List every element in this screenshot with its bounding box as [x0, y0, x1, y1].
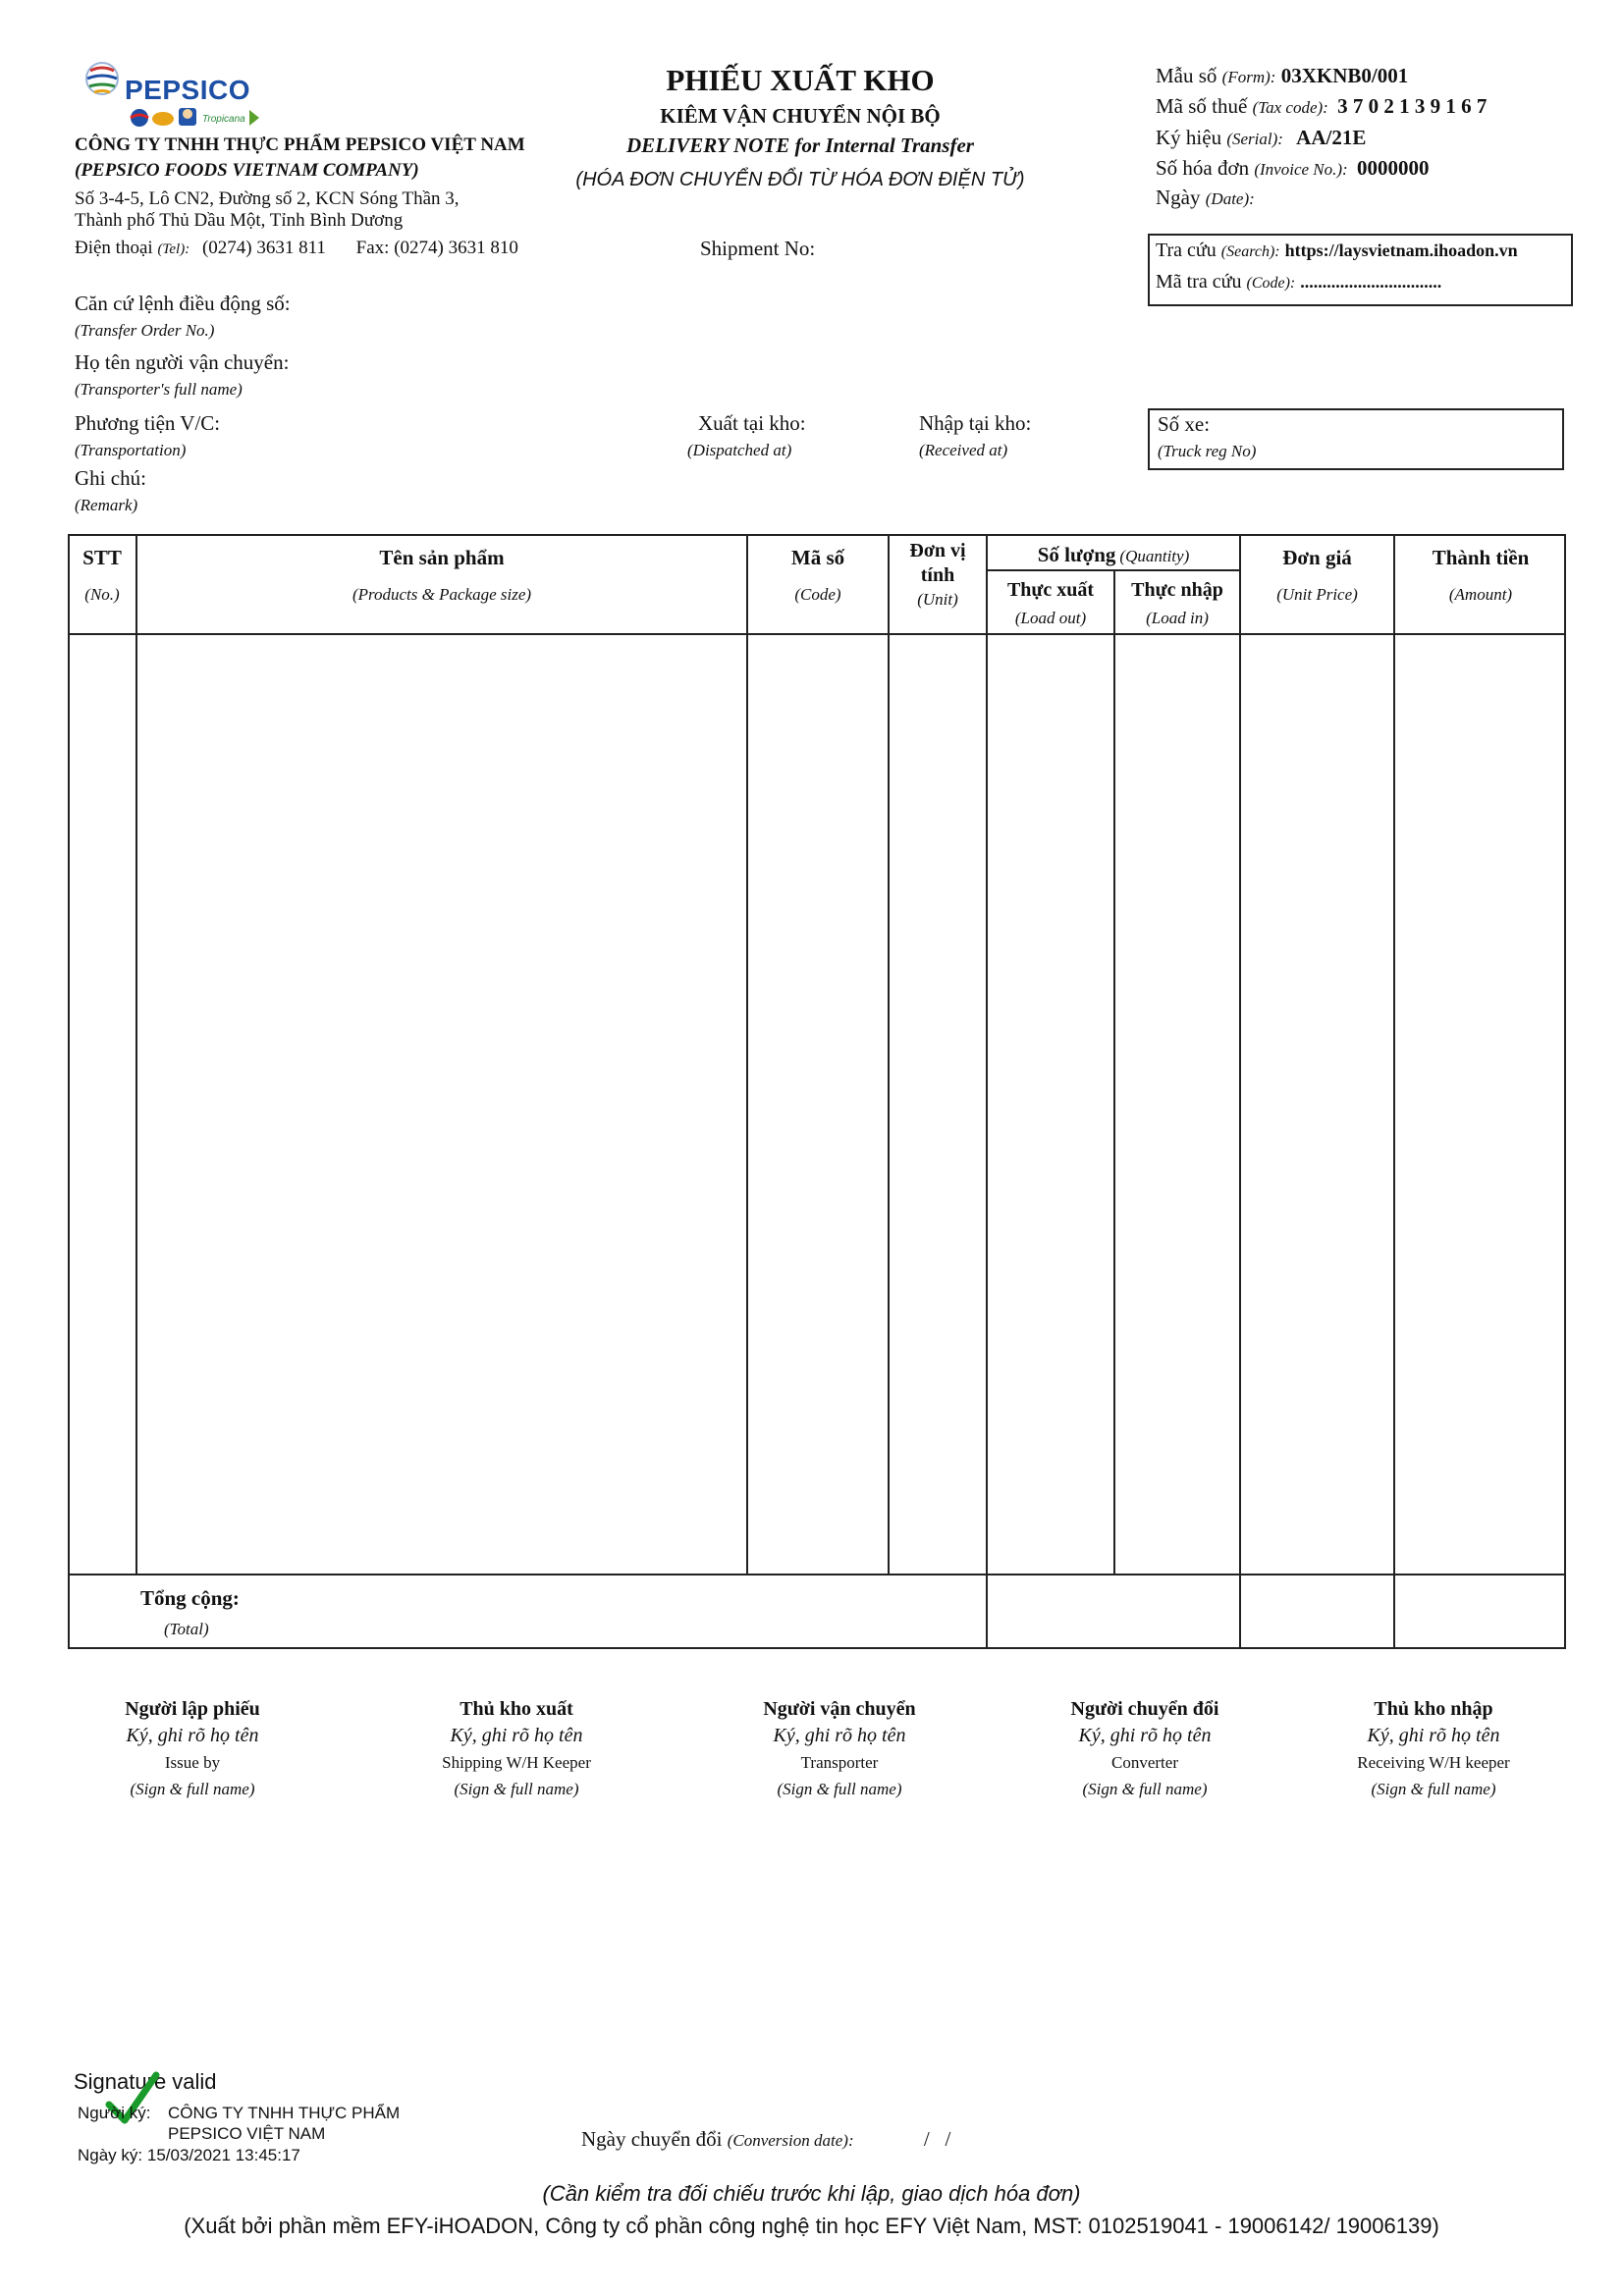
conversion-date-value: / / — [923, 2127, 951, 2151]
order-label-en: (Transfer Order No.) — [75, 321, 215, 340]
serial-label-en: (Serial): — [1226, 130, 1283, 148]
total-label: Tổng cộng: — [140, 1586, 240, 1610]
signature-transporter — [692, 1696, 987, 1802]
transporter-label-en: (Transporter's full name) — [75, 380, 243, 399]
transporter-label: Họ tên người vận chuyển: — [75, 350, 290, 374]
signature-receiving-keeper — [1286, 1696, 1581, 1802]
signature-converter — [998, 1696, 1292, 1802]
invoice-value: 0000000 — [1356, 156, 1430, 180]
signing-date-value: 15/03/2021 13:45:17 — [146, 2146, 300, 2164]
col-unit-2: tính — [920, 564, 955, 586]
sig-role-en: Shipping W/H Keeper — [442, 1753, 591, 1772]
truck-box — [1148, 408, 1564, 470]
signature-shipping-keeper — [369, 1696, 664, 1802]
col-line-5 — [1113, 570, 1115, 1575]
globe-icon — [86, 63, 118, 94]
sig-sign-en: (Sign & full name) — [777, 1780, 902, 1798]
col-unit-price: Đơn giá — [1282, 546, 1352, 569]
code-label: Mã tra cứu — [1156, 271, 1242, 293]
shipment-label: Shipment No: — [700, 237, 816, 260]
remark-label: Ghi chú: — [75, 466, 146, 490]
sig-sign-en: (Sign & full name) — [454, 1780, 579, 1798]
serial-value: AA/21E — [1296, 126, 1367, 149]
form-value: 03XKNB0/001 — [1280, 64, 1409, 87]
sig-sign-vi: Ký, ghi rõ họ tên — [1078, 1725, 1212, 1746]
document-subtitle-en: DELIVERY NOTE for Internal Transfer — [626, 133, 974, 157]
truck-label: Số xe: — [1158, 412, 1211, 436]
sig-role-en: Issue by — [164, 1753, 221, 1772]
invoice-label-en: (Invoice No.): — [1254, 160, 1348, 179]
table-border — [68, 534, 1566, 1649]
col-unit-1: Đơn vị — [909, 540, 966, 561]
col-code: Mã số — [790, 546, 845, 569]
col-load-out-en: (Load out) — [1014, 609, 1087, 627]
invoice-label: Số hóa đơn — [1156, 156, 1250, 180]
company-name-en: (PEPSICO FOODS VIETNAM COMPANY) — [75, 160, 419, 181]
total-label-en: (Total) — [164, 1620, 209, 1638]
signer-line-1: CÔNG TY TNHH THỰC PHẨM — [168, 2104, 401, 2122]
tax-label: Mã số thuế — [1156, 94, 1248, 118]
phone-label-en: (Tel): — [157, 241, 190, 257]
footer-software: (Xuất bởi phần mềm EFY-iHOADON, Công ty cổ phần công nghệ tin học EFY Việt Nam, MST: 0102519041 - 19006142/ 19006139) — [184, 2214, 1439, 2238]
order-label: Căn cứ lệnh điều động số: — [75, 292, 291, 315]
svg-text:Tropicana: Tropicana — [202, 114, 245, 125]
sig-role-en: Receiving W/H keeper — [1357, 1753, 1510, 1772]
conversion-date-label: Ngày chuyển đổi — [581, 2127, 723, 2151]
sig-role: Người vận chuyển — [763, 1698, 916, 1720]
company-phone-row — [75, 238, 518, 259]
company-name-vi: CÔNG TY TNHH THỰC PHẨM PEPSICO VIỆT NAM — [75, 134, 525, 155]
lookup-box — [1148, 234, 1573, 306]
form-row — [1156, 64, 1408, 88]
received-label-en: (Received at) — [919, 441, 1008, 459]
signature-issuer — [45, 1696, 340, 1802]
conversion-date-label-en: (Conversion date): — [727, 2131, 854, 2150]
search-label-en: (Search): — [1220, 243, 1280, 260]
sig-sign-en: (Sign & full name) — [1082, 1780, 1208, 1798]
col-line-7 — [1393, 534, 1395, 1649]
company-address-1: Số 3-4-5, Lô CN2, Đường số 2, KCN Sóng Thần 3, — [75, 188, 460, 209]
sig-role: Người lập phiếu — [125, 1698, 260, 1720]
signing-date-label: Ngày ký: — [78, 2146, 143, 2164]
sig-role: Thủ kho nhập — [1374, 1698, 1493, 1720]
logo-wordmark: PEPSICO — [125, 75, 250, 105]
col-quantity — [988, 543, 1239, 567]
search-url[interactable]: https://laysvietnam.ihoadon.vn — [1284, 240, 1518, 260]
phone-label: Điện thoại — [75, 238, 153, 258]
serial-row — [1156, 126, 1366, 150]
remark-label-en: (Remark) — [75, 496, 138, 514]
code-label-en: (Code): — [1246, 275, 1296, 292]
form-label: Mẫu số — [1156, 64, 1217, 87]
phone-value: (0274) 3631 811 — [201, 238, 326, 258]
date-label-en: (Date): — [1205, 189, 1255, 208]
dispatched-label-en: (Dispatched at) — [687, 441, 792, 459]
received-label: Nhập tại kho: — [919, 411, 1032, 435]
code-value: ................................ — [1300, 272, 1442, 292]
col-line-3 — [888, 534, 890, 1575]
sig-sign-vi: Ký, ghi rõ họ tên — [450, 1725, 583, 1746]
invoice-row — [1156, 156, 1429, 181]
col-product: Tên sản phẩm — [379, 546, 505, 569]
tax-label-en: (Tax code): — [1252, 98, 1328, 117]
total-top-line — [68, 1574, 1566, 1575]
conversion-date — [581, 2127, 950, 2152]
sig-sign-vi: Ký, ghi rõ họ tên — [126, 1725, 259, 1746]
col-line-6 — [1239, 534, 1241, 1649]
col-amount: Thành tiền — [1432, 546, 1530, 569]
conversion-subtitle: (HÓA ĐƠN CHUYỂN ĐỔI TỪ HÓA ĐƠN ĐIỆN TỬ) — [575, 169, 1025, 190]
col-line-2 — [746, 534, 748, 1575]
col-code-en: (Code) — [794, 585, 841, 604]
col-load-out: Thực xuất — [1006, 579, 1095, 601]
signer-line-2: PEPSICO VIỆT NAM — [168, 2124, 326, 2143]
sig-sign-en: (Sign & full name) — [1371, 1780, 1496, 1798]
col-stt: STT — [82, 546, 122, 569]
document-subtitle-vi: KIÊM VẬN CHUYỂN NỘI BỘ — [660, 104, 941, 128]
company-address-2: Thành phố Thủ Dầu Một, Tỉnh Bình Dương — [75, 210, 404, 231]
transport-label: Phương tiện V/C: — [75, 411, 221, 435]
header-bottom-line — [68, 633, 1566, 635]
sig-role: Người chuyển đổi — [1070, 1698, 1219, 1720]
col-product-en: (Products & Package size) — [352, 585, 532, 604]
sig-sign-vi: Ký, ghi rõ họ tên — [1367, 1725, 1500, 1746]
signer-label: Người ký: — [78, 2104, 151, 2122]
dispatched-label: Xuất tại kho: — [698, 411, 806, 435]
form-label-en: (Form): — [1221, 68, 1276, 86]
col-line-4 — [986, 534, 988, 1649]
sig-sign-en: (Sign & full name) — [130, 1780, 255, 1798]
tax-value: 3 7 0 2 1 3 9 1 6 7 — [1337, 94, 1488, 118]
signature-status: Signature valid — [74, 2069, 217, 2094]
col-amount-en: (Amount) — [1448, 585, 1513, 604]
date-label: Ngày — [1156, 186, 1201, 209]
footer-note: (Cần kiểm tra đối chiếu trước khi lập, giao dịch hóa đơn) — [542, 2181, 1081, 2206]
col-unit-price-en: (Unit Price) — [1276, 585, 1358, 604]
brand-icons — [131, 108, 259, 127]
sig-role-en: Converter — [1111, 1753, 1178, 1772]
serial-label: Ký hiệu — [1156, 126, 1222, 149]
search-row — [1156, 240, 1518, 262]
col-load-in-en: (Load in) — [1146, 609, 1209, 627]
col-quantity-label: Số lượng — [1037, 543, 1116, 566]
tax-row — [1156, 94, 1487, 119]
document-title: PHIẾU XUẤT KHO — [666, 63, 935, 97]
signing-date — [78, 2146, 300, 2165]
col-line-1 — [135, 534, 137, 1575]
search-label: Tra cứu — [1156, 240, 1217, 261]
code-row — [1156, 271, 1441, 294]
transport-label-en: (Transportation) — [75, 441, 187, 459]
col-load-in: Thực nhập — [1131, 579, 1223, 601]
sig-role: Thủ kho xuất — [460, 1698, 573, 1720]
sig-role-en: Transporter — [800, 1753, 879, 1772]
sig-sign-vi: Ký, ghi rõ họ tên — [773, 1725, 906, 1746]
col-stt-en: (No.) — [84, 585, 120, 604]
col-quantity-en: (Quantity) — [1119, 547, 1190, 565]
date-row — [1156, 186, 1255, 210]
fax-value: Fax: (0274) 3631 810 — [355, 238, 518, 258]
col-unit-en: (Unit) — [917, 590, 958, 609]
truck-label-en: (Truck reg No) — [1158, 442, 1257, 460]
